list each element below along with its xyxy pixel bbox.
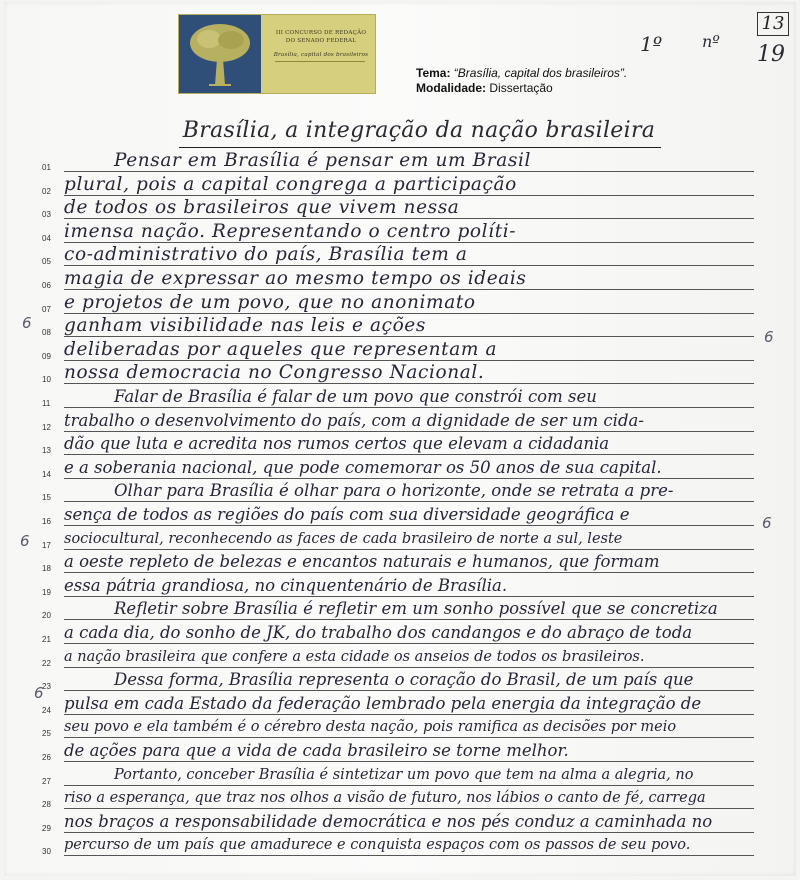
- essay-title: Brasília, a integração da nação brasileira: [182, 118, 656, 143]
- essay-line: [4, 244, 800, 268]
- essay-line: [4, 480, 800, 504]
- margin-note-left-c: 6: [34, 684, 44, 702]
- line-number: 30: [42, 847, 51, 857]
- essay-line: [4, 221, 800, 245]
- line-text: e a soberania nacional, que pode comemorar os 50 anos de sua capital.: [64, 457, 662, 477]
- line-text: de ações para que a vida de cada brasileiro se torne melhor.: [64, 741, 569, 760]
- line-number: 12: [42, 422, 51, 432]
- line-text: essa pátria grandiosa, no cinquentenário de Brasília.: [64, 575, 508, 595]
- essay-line: [4, 598, 800, 622]
- ruled-line: [64, 619, 754, 620]
- essay-line: [4, 386, 800, 410]
- boxed-code: 13: [757, 12, 789, 36]
- ruled-line: [64, 808, 754, 809]
- line-number: 27: [42, 776, 51, 786]
- line-number: 13: [42, 446, 51, 456]
- essay-line: [4, 811, 800, 835]
- line-text: a cada dia, do sonho de JK, do trabalho dos candangos e do abraço de toda: [64, 623, 693, 642]
- line-text: imensa nação. Representando o centro políti-: [64, 221, 517, 242]
- essay-line: [4, 764, 800, 788]
- line-text: a nação brasileira que confere a esta cidade os anseios de todos os brasileiros.: [64, 648, 645, 665]
- line-text: a oeste repleto de belezas e encantos naturais e humanos, que formam: [64, 552, 660, 572]
- line-text: percurso de um país que amadurece e conquista espaços com os passos de seu povo.: [64, 837, 691, 854]
- essay-line: [4, 410, 800, 434]
- essay-line: [4, 716, 800, 740]
- ruled-line: [64, 218, 754, 219]
- margin-note-left-a: 6: [22, 314, 32, 332]
- line-text: trabalho o desenvolvimento do país, com a dignidade de ser um cida-: [64, 410, 644, 430]
- line-text: riso a esperança, que traz nos olhos a visão de futuro, nos lábios o canto de fé, carrega: [64, 790, 706, 807]
- essay-line: [4, 622, 800, 646]
- essay-line: [4, 669, 800, 693]
- essay-line: [4, 457, 800, 481]
- line-text: deliberadas por aqueles que representam a: [64, 339, 498, 360]
- ruled-line: [64, 407, 754, 408]
- line-text: ganham visibilidade nas leis e ações: [64, 316, 426, 337]
- line-number: 23: [42, 682, 51, 692]
- modalidade-label: Modalidade:: [416, 81, 487, 95]
- line-text: sença de todos as regiões do país com sua diversidade geográfica e: [64, 505, 630, 524]
- ruled-line: [64, 383, 754, 384]
- ruled-line: [64, 690, 754, 691]
- line-number: 04: [42, 233, 51, 243]
- ruled-line: [64, 501, 754, 502]
- line-text: Pensar em Brasília é pensar em um Brasil: [114, 151, 532, 171]
- ruled-line: [64, 242, 754, 243]
- ruled-line: [64, 313, 754, 314]
- ruled-line: [64, 431, 754, 432]
- essay-line: [4, 551, 800, 575]
- tema-label: Tema:: [416, 66, 451, 80]
- line-number: 07: [42, 304, 51, 314]
- line-number: 26: [42, 753, 51, 762]
- margin-note-right-b: 6: [762, 514, 772, 532]
- essay-line: [4, 528, 800, 552]
- line-number: 01: [42, 163, 51, 172]
- line-number: 06: [42, 281, 51, 290]
- ruled-line: [64, 454, 754, 455]
- logo-line-1: III CONCURSO DE REDAÇÃO: [275, 30, 367, 36]
- essay-line: [4, 362, 800, 386]
- essay-line: [4, 268, 800, 292]
- essay-line: [4, 174, 800, 198]
- ruled-line: [64, 360, 754, 361]
- line-number: 14: [42, 469, 51, 479]
- modalidade-value: Dissertação: [489, 81, 553, 95]
- ruled-line: [64, 761, 754, 762]
- ruled-line: [64, 549, 754, 550]
- line-text: plural, pois a capital congrega a participação: [64, 174, 517, 195]
- ruled-line: [64, 171, 754, 172]
- ruled-line: [64, 572, 754, 573]
- line-text: Falar de Brasília é falar de um povo que constrói com seu: [114, 387, 597, 406]
- line-text: de todos os brasileiros que vivem nessa: [64, 198, 460, 219]
- logo-line-2: DO SENADO FEDERAL: [285, 38, 357, 44]
- essay-line: [4, 693, 800, 717]
- line-text: pulsa em cada Estado da federação lembrado pela energia da integração de: [64, 693, 702, 713]
- line-number: 19: [42, 587, 51, 597]
- line-number: 17: [42, 540, 51, 550]
- line-text: Portanto, conceber Brasília é sintetizar um povo que tem na alma a alegria, no: [114, 766, 694, 783]
- line-text: nos braços a responsabilidade democrática e nos pés conduz a caminhada no: [64, 811, 713, 831]
- tema-value: “Brasília, capital dos brasileiros”.: [453, 66, 628, 80]
- line-number: 16: [42, 517, 51, 526]
- line-text: Olhar para Brasília é olhar para o horizonte, onde se retrata a pre-: [114, 481, 674, 501]
- line-number: 29: [42, 823, 51, 833]
- line-text: nossa democracia no Congresso Nacional.: [64, 363, 485, 384]
- essay-line: [4, 292, 800, 316]
- ruled-line: [64, 289, 754, 290]
- ruled-line: [64, 855, 754, 856]
- logo-subtitle: Brasília, capital dos brasileiros: [273, 52, 369, 58]
- line-number: 08: [42, 328, 51, 338]
- line-text: seu povo e ela também é o cérebro desta nação, pois ramifica as decisões por meio: [64, 719, 677, 736]
- ruled-line: [64, 336, 754, 337]
- essay-number: 19: [757, 42, 785, 67]
- essay-lines: [4, 2, 800, 880]
- line-text: magia de expressar ao mesmo tempo os ideais: [64, 269, 527, 289]
- line-number: 05: [42, 257, 51, 267]
- line-number: 18: [42, 564, 51, 574]
- margin-note-right-a: 6: [764, 328, 774, 346]
- essay-line: [4, 740, 800, 764]
- ruled-line: [64, 478, 754, 479]
- ruled-line: [64, 525, 754, 526]
- number-label: nº: [702, 32, 720, 51]
- line-number: 11: [42, 399, 51, 408]
- ruled-line: [64, 265, 754, 266]
- line-number: 28: [42, 800, 51, 810]
- line-text: dão que luta e acredita nos rumos certos que elevam a cidadania: [64, 434, 610, 454]
- essay-line: [4, 575, 800, 599]
- line-number: 03: [42, 210, 51, 220]
- place-mark: 1º: [640, 32, 663, 56]
- essay-line: [4, 197, 800, 221]
- essay-line: [4, 339, 800, 363]
- ruled-line: [64, 832, 754, 833]
- essay-line: [4, 504, 800, 528]
- essay-line: [4, 315, 800, 339]
- ruled-line: [64, 714, 754, 715]
- line-text: Dessa forma, Brasília representa o coração do Brasil, de um país que: [114, 670, 694, 690]
- ruled-line: [64, 737, 754, 738]
- line-number: 02: [42, 186, 51, 196]
- essay-sheet: [4, 2, 796, 876]
- ruled-line: [64, 596, 754, 597]
- essay-line: [4, 433, 800, 457]
- line-number: 22: [42, 658, 51, 668]
- line-text: sociocultural, reconhecendo as faces de cada brasileiro de norte a sul, leste: [64, 530, 623, 547]
- essay-line: [4, 646, 800, 670]
- line-number: 15: [42, 493, 51, 503]
- ruled-line: [64, 195, 754, 196]
- line-text: co-administrativo do país, Brasília tem a: [64, 245, 468, 266]
- essay-line: [4, 150, 800, 174]
- line-number: 21: [42, 635, 51, 644]
- ruled-line: [64, 667, 754, 668]
- line-number: 24: [42, 705, 51, 715]
- ruled-line: [64, 785, 754, 786]
- line-number: 25: [42, 729, 51, 739]
- line-text: e projetos de um povo, que no anonimato: [64, 292, 476, 313]
- line-number: 10: [42, 375, 51, 385]
- line-number: 20: [42, 611, 51, 621]
- essay-line: [4, 787, 800, 811]
- essay-line: [4, 834, 800, 858]
- margin-note-left-b: 6: [20, 532, 30, 550]
- line-text: Refletir sobre Brasília é refletir em um sonho possível que se concretiza: [114, 599, 718, 619]
- ruled-line: [64, 643, 754, 644]
- line-number: 09: [42, 351, 51, 361]
